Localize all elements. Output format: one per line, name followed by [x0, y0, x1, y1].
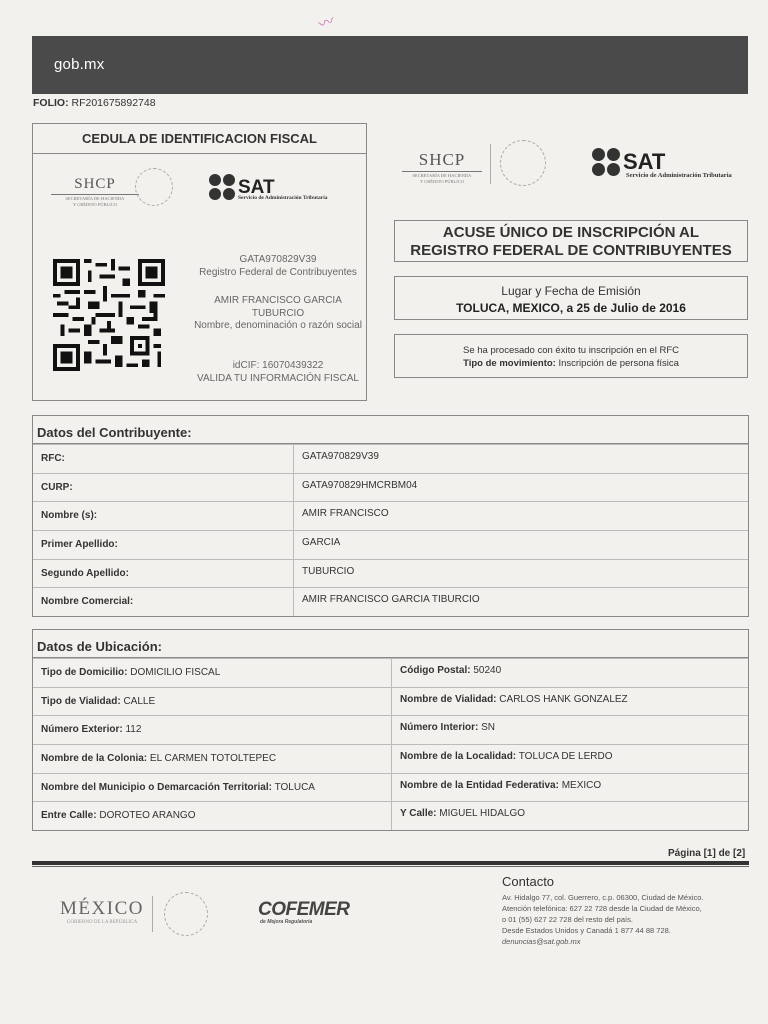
shcp-divider	[51, 194, 139, 195]
national-seal-icon-footer	[164, 892, 208, 936]
rfc-block	[193, 254, 363, 279]
row-value: TUBURCIO	[302, 565, 355, 577]
row-left	[33, 659, 392, 687]
row-value: GATA970829HMCRBM04	[302, 479, 418, 491]
row-value: TOLUCA	[274, 781, 315, 793]
sat-word: SAT	[238, 176, 275, 198]
shcp-sub2: Y CRÉDITO PÚBLICO	[72, 202, 117, 207]
row-right	[392, 802, 748, 830]
table-row	[33, 658, 748, 687]
acuse-line2: REGISTRO FEDERAL DE CONTRIBUYENTES	[410, 242, 732, 259]
row-label: Segundo Apellido:	[33, 560, 294, 588]
movimiento-value: Inscripción de persona física	[558, 358, 679, 369]
shcp-logo	[45, 176, 145, 208]
row-left	[33, 802, 392, 830]
row-label: Nombre (s):	[33, 502, 294, 530]
row-label: CURP:	[33, 474, 294, 502]
contacto-block	[502, 874, 742, 947]
sat-logo-large	[592, 148, 732, 179]
row-label: Número Exterior:	[41, 724, 123, 736]
row-label: Nombre de la Entidad Federativa:	[400, 779, 559, 791]
footer-rule	[32, 861, 749, 865]
sat-word-large: SAT	[623, 149, 666, 174]
lugar-value: TOLUCA, MEXICO, a 25 de Julio de 2016	[456, 301, 686, 315]
row-value: AMIR FRANCISCO GARCIA TIBURCIO	[302, 594, 480, 606]
folio-value: RF201675892748	[71, 97, 156, 109]
table-row	[33, 587, 748, 616]
row-label: Número Interior:	[400, 722, 479, 734]
row-value: MEXICO	[561, 779, 602, 791]
cedula-rfc-caption: Registro Federal de Contribuyentes	[199, 266, 357, 278]
nombre-block	[193, 295, 363, 333]
cedula-idcif: idCIF: 16070439322	[232, 360, 324, 371]
contacto-line: Desde Estados Unidos y Canadá 1 877 44 88 728.	[502, 926, 671, 935]
gobmx-logo[interactable]: gob.mx	[54, 56, 105, 73]
cofemer-logo	[258, 899, 350, 925]
logo-divider	[490, 144, 491, 184]
folio-label: FOLIO:	[33, 97, 69, 109]
contribuyente-section	[32, 415, 749, 617]
table-row	[33, 715, 748, 744]
shcp-sub1-large: SECRETARÍA DE HACIENDA	[412, 173, 472, 178]
idcif-block	[193, 360, 363, 385]
sat-dots-icon-large	[592, 148, 620, 176]
row-label: Y Calle:	[400, 808, 437, 820]
table-row	[33, 530, 748, 559]
row-value: CALLE	[123, 695, 156, 707]
table-row	[33, 501, 748, 530]
shcp-sub1: SECRETARÍA DE HACIENDA	[65, 196, 125, 201]
contacto-title: Contacto	[502, 874, 555, 889]
movimiento-line	[395, 357, 747, 370]
shcp-sub2-large: Y CRÉDITO PÚBLICO	[419, 179, 464, 184]
footer-rule-thin	[32, 866, 749, 867]
row-label: Tipo de Vialidad:	[41, 695, 121, 707]
row-label: Entre Calle:	[41, 810, 97, 822]
row-value: AMIR FRANCISCO	[302, 508, 389, 520]
row-left	[33, 745, 392, 773]
shcp-word: SHCP	[74, 176, 116, 192]
page-number: Página [1] de [2]	[668, 848, 746, 859]
national-seal-icon	[135, 168, 173, 206]
contacto-line: o 01 (55) 627 22 728 del resto del país.	[502, 915, 633, 924]
mexico-logo	[56, 898, 148, 925]
row-value: MIGUEL HIDALGO	[439, 808, 526, 820]
row-value: DOROTEO ARANGO	[99, 810, 196, 822]
shcp-divider-large	[402, 171, 482, 172]
cedula-nombre: AMIR FRANCISCO GARCIA TUBURCIO	[214, 295, 342, 319]
row-value: CARLOS HANK GONZALEZ	[499, 693, 628, 705]
cedula-valida: VALIDA TU INFORMACIÓN FISCAL	[197, 372, 359, 384]
row-label: Primer Apellido:	[33, 531, 294, 559]
row-right	[392, 688, 748, 716]
shcp-word-large: SHCP	[418, 150, 466, 169]
sat-sub-large: Servicio de Administración Tributaria	[626, 172, 732, 179]
row-value: SN	[481, 722, 496, 734]
acuse-title-box	[394, 220, 748, 262]
table-row	[33, 773, 748, 802]
row-right	[392, 745, 748, 773]
table-row	[33, 473, 748, 502]
table-row	[33, 444, 748, 473]
row-value: 112	[125, 724, 142, 736]
contacto-email-link[interactable]: denuncias@sat.gob.mx	[502, 937, 581, 946]
row-right	[392, 716, 748, 744]
row-left	[33, 716, 392, 744]
ubicacion-title: Datos de Ubicación:	[33, 630, 748, 658]
row-label: Nombre de la Colonia:	[41, 753, 148, 765]
mexico-divider	[152, 896, 153, 932]
row-label: RFC:	[33, 445, 294, 473]
contacto-line: Atención telefónica: 627 22 728 desde la Ciudad de México,	[502, 904, 702, 913]
mexico-sub: GOBIERNO DE LA REPÚBLICA	[66, 920, 138, 925]
cedula-rfc: GATA970829V39	[239, 254, 317, 265]
row-value: DOMICILIO FISCAL	[130, 667, 221, 678]
folio	[33, 97, 156, 109]
cedula-box	[32, 123, 367, 401]
sat-dots-icon	[209, 174, 235, 200]
row-label: Nombre de la Localidad:	[400, 751, 517, 763]
contribuyente-title: Datos del Contribuyente:	[33, 416, 748, 444]
acuse-line1: ACUSE ÚNICO DE INSCRIPCIÓN AL	[442, 224, 700, 241]
row-right	[392, 659, 748, 687]
qr-code-icon	[53, 259, 165, 371]
sat-logo	[209, 174, 328, 201]
row-label: Nombre de Vialidad:	[400, 693, 497, 705]
header-bar	[32, 36, 748, 94]
row-label: Nombre del Municipio o Demarcación Territorial:	[41, 781, 272, 793]
row-label: Tipo de Domicilio:	[41, 667, 128, 678]
row-value: TOLUCA DE LERDO	[518, 751, 613, 763]
row-label: Nombre Comercial:	[33, 588, 294, 616]
row-label: Código Postal:	[400, 665, 471, 676]
row-value: GARCIA	[302, 537, 341, 549]
ubicacion-section	[32, 629, 749, 831]
table-row	[33, 559, 748, 588]
mexico-word: MÉXICO	[60, 898, 144, 919]
shcp-logo-large	[398, 150, 486, 185]
contacto-line: Av. Hidalgo 77, col. Guerrero, c.p. 06300, Ciudad de México.	[502, 893, 704, 902]
lugar-fecha-box	[394, 276, 748, 320]
row-left	[33, 688, 392, 716]
cofemer-word: COFEMER	[258, 899, 350, 920]
pen-mark: 〰	[316, 12, 338, 35]
row-value: 50240	[473, 665, 502, 676]
cedula-title: CEDULA DE IDENTIFICACION FISCAL	[33, 124, 366, 154]
sat-sub: Servicio de Administración Tributaria	[238, 195, 328, 201]
table-row	[33, 801, 748, 830]
cofemer-sub: de Mejora Regulatoria	[260, 919, 313, 925]
cedula-nombre-caption: Nombre, denominación o razón social	[194, 320, 362, 331]
lugar-label: Lugar y Fecha de Emisión	[501, 284, 641, 298]
procesado-line1: Se ha procesado con éxito tu inscripción en el RFC	[463, 345, 679, 356]
procesado-box	[394, 334, 748, 378]
row-value: EL CARMEN TOTOLTEPEC	[149, 753, 277, 765]
row-right	[392, 774, 748, 802]
movimiento-label: Tipo de movimiento:	[463, 358, 556, 369]
row-left	[33, 774, 392, 802]
national-seal-icon-large	[500, 140, 546, 186]
table-row	[33, 744, 748, 773]
table-row	[33, 687, 748, 716]
row-value: GATA970829V39	[302, 451, 379, 462]
